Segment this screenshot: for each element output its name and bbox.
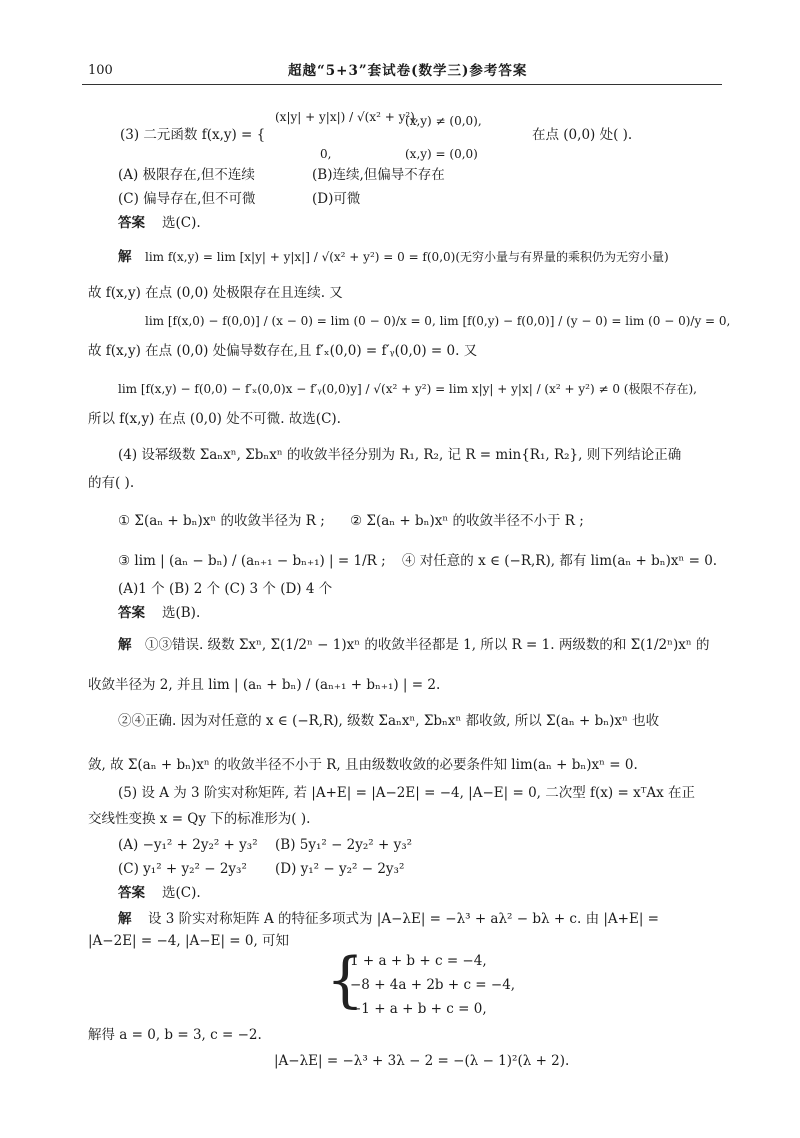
q4-options: (A)1 个 (B) 2 个 (C) 3 个 (D) 4 个 — [118, 581, 333, 597]
q3-option-b: (B)连续,但偏导不存在 — [312, 167, 445, 183]
q3-stem-lead: (3) 二元函数 f(x,y) = { — [120, 127, 266, 143]
q3-case1-cond: (x,y) ≠ (0,0), — [405, 114, 482, 128]
q3-solution-line: 故 f(x,y) 在点 (0,0) 处极限存在且连续. 又 — [88, 285, 343, 301]
q3-solution-line: 故 f(x,y) 在点 (0,0) 处偏导数存在,且 f′ₓ(0,0) = f′ᵧ(0,0) = 0. 又 — [88, 343, 478, 359]
q5-option-a: (A) −y₁² + 2y₂² + y₃² — [118, 837, 258, 853]
q4-solution-line: ①③错误. 级数 Σxⁿ, Σ(1/2ⁿ − 1)xⁿ 的收敛半径都是 1, 所以 R = 1. 两级数的和 Σ(1/2ⁿ)xⁿ 的 — [145, 637, 710, 653]
q3-solution-label: 解 — [118, 249, 132, 265]
q5-solution-line: |A−2E| = −4, |A−E| = 0, 可知 — [88, 933, 290, 949]
system-brace: { — [326, 945, 365, 1015]
q5-stem-line: 交线性变换 x = Qy 下的标准形为( ). — [88, 811, 311, 827]
q5-solution-line: |A−λE| = −λ³ + 3λ − 2 = −(λ − 1)²(λ + 2). — [274, 1053, 570, 1069]
q4-solution-line: 收敛半径为 2, 并且 lim | (aₙ + bₙ) / (aₙ₊₁ + bₙ₊₁) | = 2. — [88, 677, 441, 693]
q3-solution-line: lim f(x,y) = lim [x|y| + y|x|] / √(x² + y²) = 0 = f(0,0)(无穷小量与有界量的乘积仍为无穷小量) — [145, 250, 669, 264]
q4-answer-label: 答案 — [118, 605, 145, 621]
q5-system-eq-3: −1 + a + b + c = 0, — [350, 1001, 487, 1017]
q3-case2-expr: 0, — [320, 147, 332, 161]
q3-option-a: (A) 极限存在,但不连续 — [118, 167, 255, 183]
q3-option-d: (D)可微 — [312, 191, 361, 207]
q3-case1-expr: (x|y| + y|x|) / √(x² + y²), — [275, 110, 419, 124]
q4-stem-line: (4) 设幂级数 Σaₙxⁿ, Σbₙxⁿ 的收敛半径分别为 R₁, R₂, 记 R = min{R₁, R₂}, 则下列结论正确 — [118, 447, 682, 463]
q3-solution-line: lim [f(x,0) − f(0,0)] / (x − 0) = lim (0 − 0)/x = 0, lim [f(0,y) − f(0,0)] / (y − 0) = lim (0 − 0)/y = 0, — [145, 314, 731, 328]
q4-solution-line: 敛, 故 Σ(aₙ + bₙ)xⁿ 的收敛半径不小于 R, 且由级数收敛的必要条件知 lim(aₙ + bₙ)xⁿ = 0. — [88, 757, 638, 773]
q5-solution-label: 解 — [118, 911, 132, 927]
q3-solution-line: 所以 f(x,y) 在点 (0,0) 处不可微. 故选(C). — [88, 411, 341, 427]
q4-statement-3: ③ lim | (aₙ − bₙ) / (aₙ₊₁ − bₙ₊₁) | = 1/R ; — [118, 553, 386, 569]
q3-option-c: (C) 偏导存在,但不可微 — [118, 191, 256, 207]
q3-solution-line: lim [f(x,y) − f(0,0) − f′ₓ(0,0)x − f′ᵧ(0,0)y] / √(x² + y²) = lim x|y| + y|x| / (x² + y²) ≠ 0 (极限不存在), — [118, 382, 697, 396]
header-rule — [82, 84, 722, 85]
q5-answer-label: 答案 — [118, 885, 145, 901]
q5-solution-line: 解得 a = 0, b = 3, c = −2. — [88, 1027, 262, 1043]
q5-option-c: (C) y₁² + y₂² − 2y₃² — [118, 861, 247, 877]
q4-solution-label: 解 — [118, 637, 132, 653]
q5-system-eq-1: 1 + a + b + c = −4, — [350, 953, 487, 969]
q5-solution-line: 设 3 阶实对称矩阵 A 的特征多项式为 |A−λE| = −λ³ + aλ² − bλ + c. 由 |A+E| = — [148, 911, 659, 927]
q4-statement-1: ① Σ(aₙ + bₙ)xⁿ 的收敛半径为 R ; — [118, 513, 325, 529]
q3-stem-tail: 在点 (0,0) 处( ). — [532, 127, 633, 143]
page-number: 100 — [88, 63, 113, 78]
q5-answer-text: 选(C). — [162, 885, 201, 901]
q4-statement-4: ④ 对任意的 x ∈ (−R,R), 都有 lim(aₙ + bₙ)xⁿ = 0. — [402, 553, 718, 569]
q4-statement-2: ② Σ(aₙ + bₙ)xⁿ 的收敛半径不小于 R ; — [350, 513, 584, 529]
q4-answer-text: 选(B). — [162, 605, 201, 621]
q3-case2-cond: (x,y) = (0,0) — [405, 147, 478, 161]
q3-answer-label: 答案 — [118, 215, 145, 231]
q5-option-d: (D) y₁² − y₂² − 2y₃² — [275, 861, 405, 877]
q5-system-eq-2: −8 + 4a + 2b + c = −4, — [350, 977, 516, 993]
running-header-title: 超越“5+3”套试卷(数学三)参考答案 — [288, 63, 528, 79]
q3-answer-text: 选(C). — [162, 215, 201, 231]
q4-stem-line: 的有( ). — [88, 475, 135, 491]
q5-stem-line: (5) 设 A 为 3 阶实对称矩阵, 若 |A+E| = |A−2E| = −4, |A−E| = 0, 二次型 f(x) = xᵀAx 在正 — [118, 785, 696, 801]
q4-solution-line: ②④正确. 因为对任意的 x ∈ (−R,R), 级数 Σaₙxⁿ, Σbₙxⁿ 都收敛, 所以 Σ(aₙ + bₙ)xⁿ 也收 — [118, 713, 660, 729]
q5-option-b: (B) 5y₁² − 2y₂² + y₃² — [275, 837, 413, 853]
